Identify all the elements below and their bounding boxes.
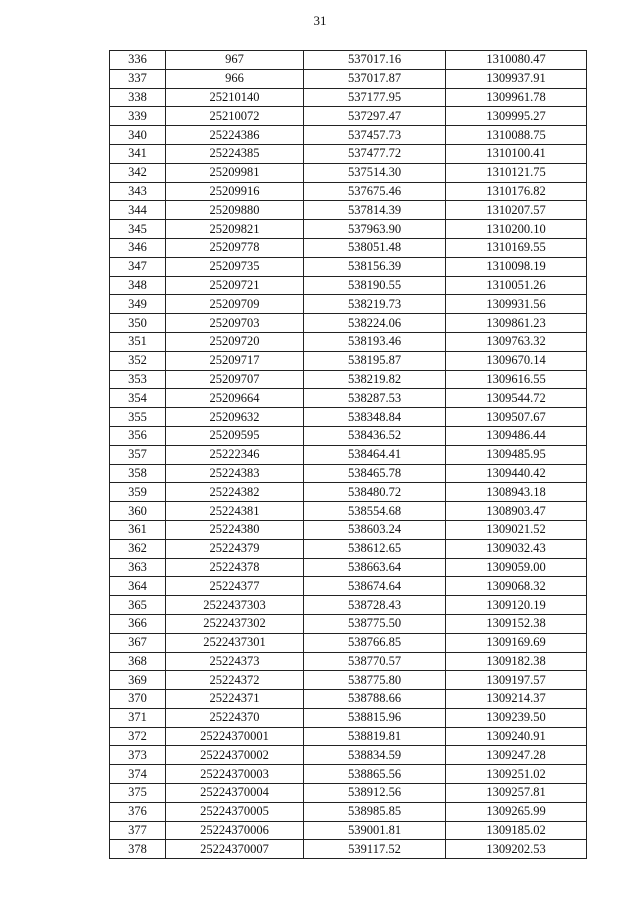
coordinate-y-cell: 1309032.43: [446, 539, 587, 558]
table-row: [110, 633, 587, 652]
coordinate-y-cell: 1309251.02: [446, 765, 587, 784]
point-id-cell: 25224370003: [166, 765, 304, 784]
point-id-cell: 25224370: [166, 708, 304, 727]
point-id-cell: 25209717: [166, 351, 304, 370]
coordinates-table: [109, 50, 587, 859]
coordinate-y-cell: 1309670.14: [446, 351, 587, 370]
coordinate-y-cell: 1309247.28: [446, 746, 587, 765]
point-id-cell: 25224381: [166, 502, 304, 521]
coordinate-x-cell: 537675.46: [304, 182, 446, 201]
coordinate-y-cell: 1309440.42: [446, 464, 587, 483]
point-id-cell: 25209880: [166, 201, 304, 220]
point-id-cell: 25224380: [166, 520, 304, 539]
row-number-cell: 372: [110, 727, 166, 746]
table-row: [110, 182, 587, 201]
point-id-cell: 25224382: [166, 483, 304, 502]
table-row: [110, 840, 587, 859]
coordinate-x-cell: 538465.78: [304, 464, 446, 483]
point-id-cell: 25209735: [166, 257, 304, 276]
point-id-cell: 25209709: [166, 295, 304, 314]
row-number-cell: 370: [110, 690, 166, 709]
table-row: [110, 389, 587, 408]
coordinate-y-cell: 1310051.26: [446, 276, 587, 295]
coordinate-x-cell: 538195.87: [304, 351, 446, 370]
coordinate-y-cell: 1309197.57: [446, 671, 587, 690]
coordinate-y-cell: 1309931.56: [446, 295, 587, 314]
coordinate-x-cell: 538436.52: [304, 426, 446, 445]
coordinate-y-cell: 1309257.81: [446, 784, 587, 803]
coordinate-x-cell: 537814.39: [304, 201, 446, 220]
point-id-cell: 25209981: [166, 163, 304, 182]
coordinate-y-cell: 1309486.44: [446, 426, 587, 445]
coordinate-x-cell: 538480.72: [304, 483, 446, 502]
table-row: [110, 784, 587, 803]
coordinate-x-cell: 538219.73: [304, 295, 446, 314]
row-number-cell: 338: [110, 88, 166, 107]
coordinate-y-cell: 1310121.75: [446, 163, 587, 182]
coordinate-x-cell: 538190.55: [304, 276, 446, 295]
coordinate-x-cell: 539001.81: [304, 821, 446, 840]
point-id-cell: 25224383: [166, 464, 304, 483]
coordinate-y-cell: 1309961.78: [446, 88, 587, 107]
coordinate-x-cell: 538775.50: [304, 614, 446, 633]
row-number-cell: 354: [110, 389, 166, 408]
coordinate-x-cell: 538815.96: [304, 708, 446, 727]
coordinate-x-cell: 538985.85: [304, 802, 446, 821]
coordinate-x-cell: 538775.80: [304, 671, 446, 690]
table-row: [110, 126, 587, 145]
point-id-cell: 25224385: [166, 144, 304, 163]
table-row: [110, 257, 587, 276]
coordinate-x-cell: 538728.43: [304, 596, 446, 615]
coordinate-x-cell: 537457.73: [304, 126, 446, 145]
row-number-cell: 368: [110, 652, 166, 671]
row-number-cell: 355: [110, 408, 166, 427]
coordinate-y-cell: 1309544.72: [446, 389, 587, 408]
row-number-cell: 376: [110, 802, 166, 821]
row-number-cell: 356: [110, 426, 166, 445]
row-number-cell: 343: [110, 182, 166, 201]
table-row: [110, 746, 587, 765]
coordinate-x-cell: 538348.84: [304, 408, 446, 427]
coordinate-y-cell: 1309616.55: [446, 370, 587, 389]
coordinate-y-cell: 1309214.37: [446, 690, 587, 709]
row-number-cell: 367: [110, 633, 166, 652]
coordinate-x-cell: 538554.68: [304, 502, 446, 521]
coordinate-x-cell: 537017.16: [304, 51, 446, 70]
point-id-cell: 25224377: [166, 577, 304, 596]
row-number-cell: 344: [110, 201, 166, 220]
table-row: [110, 558, 587, 577]
coordinate-x-cell: 538156.39: [304, 257, 446, 276]
coordinate-x-cell: 538612.65: [304, 539, 446, 558]
coordinate-x-cell: 538834.59: [304, 746, 446, 765]
coordinate-x-cell: 538603.24: [304, 520, 446, 539]
point-id-cell: 25209821: [166, 220, 304, 239]
point-id-cell: 25224370001: [166, 727, 304, 746]
coordinate-y-cell: 1310169.55: [446, 238, 587, 257]
coordinate-x-cell: 537514.30: [304, 163, 446, 182]
row-number-cell: 371: [110, 708, 166, 727]
row-number-cell: 361: [110, 520, 166, 539]
table-row: [110, 464, 587, 483]
coordinate-x-cell: 538766.85: [304, 633, 446, 652]
row-number-cell: 375: [110, 784, 166, 803]
point-id-cell: 25224386: [166, 126, 304, 145]
table-row: [110, 520, 587, 539]
point-id-cell: 25209707: [166, 370, 304, 389]
point-id-cell: 2522437303: [166, 596, 304, 615]
coordinate-y-cell: 1309202.53: [446, 840, 587, 859]
coordinate-x-cell: 538912.56: [304, 784, 446, 803]
coordinate-y-cell: 1309240.91: [446, 727, 587, 746]
coordinate-y-cell: 1309169.69: [446, 633, 587, 652]
row-number-cell: 349: [110, 295, 166, 314]
coordinate-x-cell: 538674.64: [304, 577, 446, 596]
point-id-cell: 2522437301: [166, 633, 304, 652]
table-row: [110, 163, 587, 182]
coordinate-x-cell: 538051.48: [304, 238, 446, 257]
table-row: [110, 370, 587, 389]
point-id-cell: 25209916: [166, 182, 304, 201]
point-id-cell: 25209632: [166, 408, 304, 427]
table-row: [110, 614, 587, 633]
table-row: [110, 107, 587, 126]
row-number-cell: 362: [110, 539, 166, 558]
table-row: [110, 314, 587, 333]
coordinate-y-cell: 1310080.47: [446, 51, 587, 70]
row-number-cell: 345: [110, 220, 166, 239]
coordinate-x-cell: 537963.90: [304, 220, 446, 239]
coordinate-y-cell: 1309239.50: [446, 708, 587, 727]
coordinate-x-cell: 538219.82: [304, 370, 446, 389]
coordinate-x-cell: 538224.06: [304, 314, 446, 333]
table-row: [110, 88, 587, 107]
point-id-cell: 25209703: [166, 314, 304, 333]
row-number-cell: 341: [110, 144, 166, 163]
coordinate-y-cell: 1308943.18: [446, 483, 587, 502]
row-number-cell: 378: [110, 840, 166, 859]
row-number-cell: 353: [110, 370, 166, 389]
table-row: [110, 295, 587, 314]
row-number-cell: 359: [110, 483, 166, 502]
coordinate-x-cell: 537297.47: [304, 107, 446, 126]
coordinate-x-cell: 537177.95: [304, 88, 446, 107]
row-number-cell: 363: [110, 558, 166, 577]
row-number-cell: 336: [110, 51, 166, 70]
row-number-cell: 340: [110, 126, 166, 145]
row-number-cell: 337: [110, 69, 166, 88]
row-number-cell: 365: [110, 596, 166, 615]
coordinate-y-cell: 1309120.19: [446, 596, 587, 615]
row-number-cell: 374: [110, 765, 166, 784]
coordinate-x-cell: 538287.53: [304, 389, 446, 408]
coordinate-x-cell: 538865.56: [304, 765, 446, 784]
coordinate-y-cell: 1309995.27: [446, 107, 587, 126]
coordinate-y-cell: 1310200.10: [446, 220, 587, 239]
point-id-cell: 25210072: [166, 107, 304, 126]
point-id-cell: 25209721: [166, 276, 304, 295]
table-row: [110, 802, 587, 821]
point-id-cell: 25224370004: [166, 784, 304, 803]
table-row: [110, 690, 587, 709]
table-row: [110, 144, 587, 163]
point-id-cell: 966: [166, 69, 304, 88]
table-row: [110, 483, 587, 502]
coordinate-y-cell: 1309485.95: [446, 445, 587, 464]
coordinate-y-cell: 1310100.41: [446, 144, 587, 163]
row-number-cell: 377: [110, 821, 166, 840]
coordinate-x-cell: 538663.64: [304, 558, 446, 577]
point-id-cell: 2522437302: [166, 614, 304, 633]
point-id-cell: 25209778: [166, 238, 304, 257]
row-number-cell: 358: [110, 464, 166, 483]
point-id-cell: 25209595: [166, 426, 304, 445]
table-row: [110, 445, 587, 464]
coordinate-y-cell: 1310098.19: [446, 257, 587, 276]
point-id-cell: 967: [166, 51, 304, 70]
row-number-cell: 346: [110, 238, 166, 257]
table-row: [110, 765, 587, 784]
row-number-cell: 357: [110, 445, 166, 464]
row-number-cell: 350: [110, 314, 166, 333]
point-id-cell: 25224370007: [166, 840, 304, 859]
table-row: [110, 220, 587, 239]
point-id-cell: 25224372: [166, 671, 304, 690]
table-row: [110, 426, 587, 445]
coordinate-x-cell: 538193.46: [304, 332, 446, 351]
point-id-cell: 25224370006: [166, 821, 304, 840]
table-row: [110, 51, 587, 70]
point-id-cell: 25224370005: [166, 802, 304, 821]
table-row: [110, 821, 587, 840]
coordinate-y-cell: 1310207.57: [446, 201, 587, 220]
coordinate-y-cell: 1309861.23: [446, 314, 587, 333]
coordinate-y-cell: 1309937.91: [446, 69, 587, 88]
coordinate-y-cell: 1309068.32: [446, 577, 587, 596]
row-number-cell: 366: [110, 614, 166, 633]
table-row: [110, 708, 587, 727]
table-row: [110, 577, 587, 596]
point-id-cell: 25224378: [166, 558, 304, 577]
coordinate-x-cell: 538819.81: [304, 727, 446, 746]
coordinate-x-cell: 538464.41: [304, 445, 446, 464]
table-row: [110, 332, 587, 351]
point-id-cell: 25209664: [166, 389, 304, 408]
coordinate-y-cell: 1309507.67: [446, 408, 587, 427]
row-number-cell: 351: [110, 332, 166, 351]
coordinate-x-cell: 538788.66: [304, 690, 446, 709]
row-number-cell: 373: [110, 746, 166, 765]
coordinate-x-cell: 537477.72: [304, 144, 446, 163]
coordinate-y-cell: 1309182.38: [446, 652, 587, 671]
coordinates-table-body: [110, 51, 587, 859]
coordinate-y-cell: 1310088.75: [446, 126, 587, 145]
table-row: [110, 201, 587, 220]
point-id-cell: 25224373: [166, 652, 304, 671]
table-row: [110, 652, 587, 671]
page-number: 31: [313, 13, 327, 28]
point-id-cell: 25224371: [166, 690, 304, 709]
point-id-cell: 25222346: [166, 445, 304, 464]
table-row: [110, 727, 587, 746]
coordinate-y-cell: 1309059.00: [446, 558, 587, 577]
table-row: [110, 502, 587, 521]
coordinate-x-cell: 539117.52: [304, 840, 446, 859]
row-number-cell: 348: [110, 276, 166, 295]
coordinate-y-cell: 1309152.38: [446, 614, 587, 633]
row-number-cell: 352: [110, 351, 166, 370]
row-number-cell: 364: [110, 577, 166, 596]
row-number-cell: 360: [110, 502, 166, 521]
coordinate-y-cell: 1309265.99: [446, 802, 587, 821]
coordinate-y-cell: 1309763.32: [446, 332, 587, 351]
table-row: [110, 539, 587, 558]
coordinate-y-cell: 1308903.47: [446, 502, 587, 521]
table-row: [110, 69, 587, 88]
table-row: [110, 351, 587, 370]
coordinate-x-cell: 537017.87: [304, 69, 446, 88]
point-id-cell: 25224379: [166, 539, 304, 558]
row-number-cell: 347: [110, 257, 166, 276]
row-number-cell: 339: [110, 107, 166, 126]
point-id-cell: 25209720: [166, 332, 304, 351]
table-row: [110, 408, 587, 427]
table-row: [110, 596, 587, 615]
row-number-cell: 369: [110, 671, 166, 690]
coordinate-y-cell: 1310176.82: [446, 182, 587, 201]
point-id-cell: 25210140: [166, 88, 304, 107]
table-row: [110, 276, 587, 295]
table-row: [110, 671, 587, 690]
point-id-cell: 25224370002: [166, 746, 304, 765]
coordinate-y-cell: 1309021.52: [446, 520, 587, 539]
coordinate-y-cell: 1309185.02: [446, 821, 587, 840]
coordinate-x-cell: 538770.57: [304, 652, 446, 671]
row-number-cell: 342: [110, 163, 166, 182]
table-row: [110, 238, 587, 257]
